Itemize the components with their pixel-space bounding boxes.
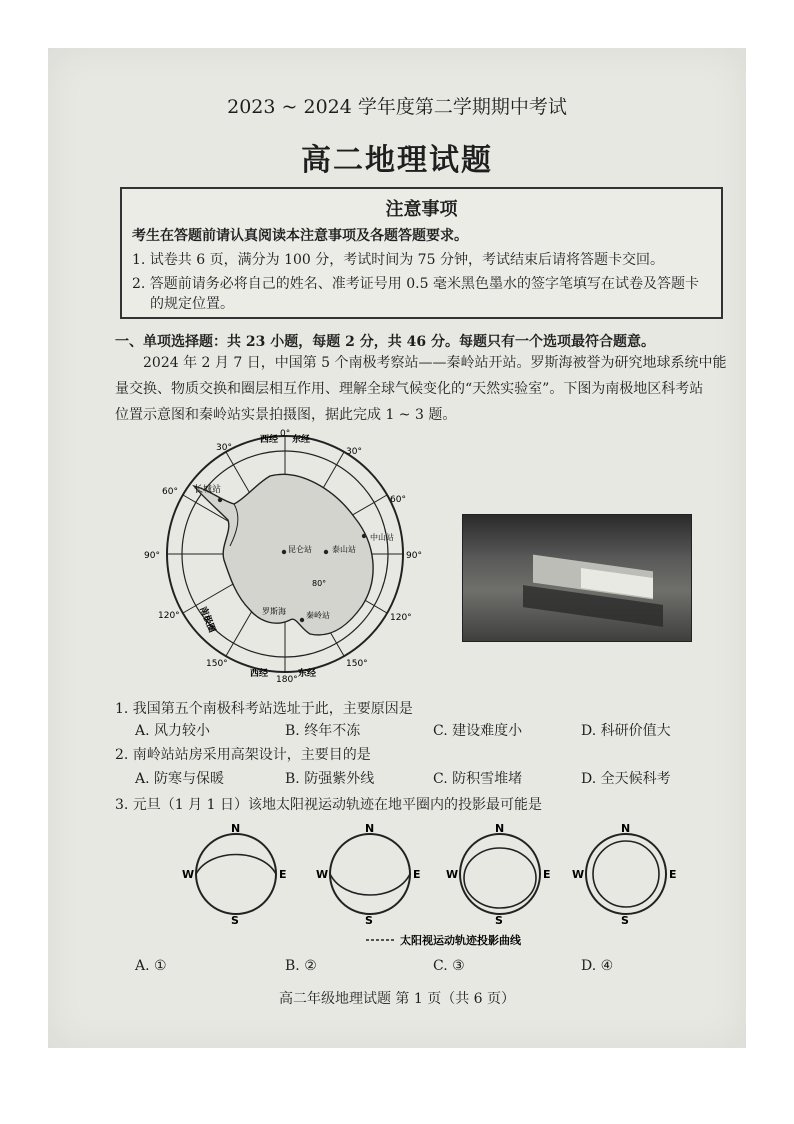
d3-south: S <box>495 914 503 927</box>
east-label-bottom: 东经 <box>298 669 317 679</box>
antarctic-circle-label: 南极圈 <box>197 605 217 635</box>
q3-option-a[interactable]: A. ① <box>135 958 167 974</box>
d4-north: N <box>621 822 631 835</box>
lon-150w-label: 150° <box>206 659 228 669</box>
notice-line: 1. 试卷共 6 页，满分为 100 分，考试时间为 75 分钟，考试结束后请将答题卡交回。 <box>132 252 664 268</box>
intro-line: 位置示意图和秦岭站实景拍摄图，据此完成 1 ~ 3 题。 <box>115 407 457 423</box>
question-3-stem: 3. 元旦（1 月 1 日）该地太阳视运动轨迹在地平圈内的投影最可能是 <box>115 797 542 813</box>
east-label-top: 东经 <box>292 435 311 445</box>
d2-east: E <box>413 868 421 881</box>
zhongshan-station-marker <box>362 534 366 538</box>
question-2-stem: 2. 南岭站站房采用高架设计，主要目的是 <box>115 747 371 763</box>
section-heading: 一、单项选择题：共 23 小题，每题 2 分，共 46 分。每题只有一个选项最符合题意。 <box>115 334 655 350</box>
sun-path-diagrams <box>170 818 690 950</box>
west-label-bottom: 西经 <box>250 669 269 679</box>
lon-0-label: 0° <box>280 429 291 439</box>
lon-90w-label: 90° <box>144 551 160 561</box>
d3-north: N <box>495 822 505 835</box>
qinling-station-photo <box>462 514 692 642</box>
q2-option-d[interactable]: D. 全天候科考 <box>581 771 671 787</box>
lon-150e-label: 150° <box>346 659 368 669</box>
q1-option-a[interactable]: A. 风力较小 <box>135 723 211 739</box>
kunlun-station-label: 昆仑站 <box>288 545 312 554</box>
lon-30e-label: 30° <box>346 447 362 457</box>
q1-option-b[interactable]: B. 终年不冻 <box>285 723 361 739</box>
lon-90e-label: 90° <box>406 551 422 561</box>
exam-title: 2023 ~ 2024 学年度第二学期期中考试 <box>227 96 567 118</box>
notice-line: 2. 答题前请务必将自己的姓名、准考证号用 0.5 毫米黑色墨水的签字笔填写在试卷及答题卡 <box>132 276 699 292</box>
d3-east: E <box>543 868 551 881</box>
antarctica-map <box>144 428 430 690</box>
notice-box <box>120 187 723 319</box>
d2-west: W <box>316 868 329 881</box>
notice-line: 的规定位置。 <box>150 296 234 312</box>
q1-option-d[interactable]: D. 科研价值大 <box>581 723 671 739</box>
d1-north: N <box>231 822 241 835</box>
lon-30w-label: 30° <box>216 443 232 453</box>
q3-option-d[interactable]: D. ④ <box>581 958 614 974</box>
d4-east: E <box>669 868 677 881</box>
lon-60w-label: 60° <box>162 487 178 497</box>
taishan-station-marker <box>324 550 328 554</box>
d4-west: W <box>572 868 585 881</box>
notice-line: 考生在答题前请认真阅读本注意事项及各题答题要求。 <box>132 228 468 244</box>
q2-option-a[interactable]: A. 防寒与保暖 <box>135 771 225 787</box>
q2-option-c[interactable]: C. 防积雪堆堵 <box>433 771 523 787</box>
d2-north: N <box>365 822 375 835</box>
subject-title: 高二地理试题 <box>301 143 493 178</box>
q2-option-b[interactable]: B. 防强紫外线 <box>285 771 375 787</box>
intro-line: 量交换、物质交换和圈层相互作用、理解全球气候变化的“天然实验室”。下图为南极地区科考站 <box>115 381 704 397</box>
question-1-stem: 1. 我国第五个南极科考站选址于此，主要原因是 <box>115 701 413 717</box>
changcheng-station-label: 长城站 <box>194 485 222 495</box>
intro-line: 2024 年 2 月 7 日，中国第 5 个南极考察站——秦岭站开站。罗斯海被誉为研究地球系统中能 <box>143 355 727 371</box>
kunlun-station-marker <box>282 550 286 554</box>
zhongshan-station-label: 中山站 <box>370 533 394 542</box>
changcheng-station-marker <box>218 498 222 502</box>
q1-option-c[interactable]: C. 建设难度小 <box>433 723 523 739</box>
d2-south: S <box>365 914 373 927</box>
taishan-station-label: 泰山站 <box>332 545 356 554</box>
d1-south: S <box>231 914 239 927</box>
legend-label: 太阳视运动轨迹投影曲线 <box>400 934 521 947</box>
lon-120w-label: 120° <box>158 611 180 621</box>
ross-sea-label: 罗斯海 <box>262 607 286 616</box>
d3-west: W <box>446 868 459 881</box>
q3-option-b[interactable]: B. ② <box>285 958 317 974</box>
lon-120e-label: 120° <box>390 613 412 623</box>
notice-title: 注意事项 <box>385 199 458 220</box>
d4-south: S <box>621 914 629 927</box>
photo-sea <box>463 515 691 555</box>
qinling-station-marker <box>300 618 304 622</box>
qinling-station-label: 秦岭站 <box>306 611 330 620</box>
d1-west: W <box>182 868 195 881</box>
q3-option-c[interactable]: C. ③ <box>433 958 465 974</box>
page-footer: 高二年级地理试题 第 1 页（共 6 页） <box>278 991 516 1007</box>
lat-80-label: 80° <box>312 579 327 588</box>
d1-east: E <box>279 868 287 881</box>
lon-60e-label: 60° <box>390 495 406 505</box>
west-label-top: 西经 <box>260 435 279 445</box>
lon-180-label: 180° <box>276 675 298 685</box>
